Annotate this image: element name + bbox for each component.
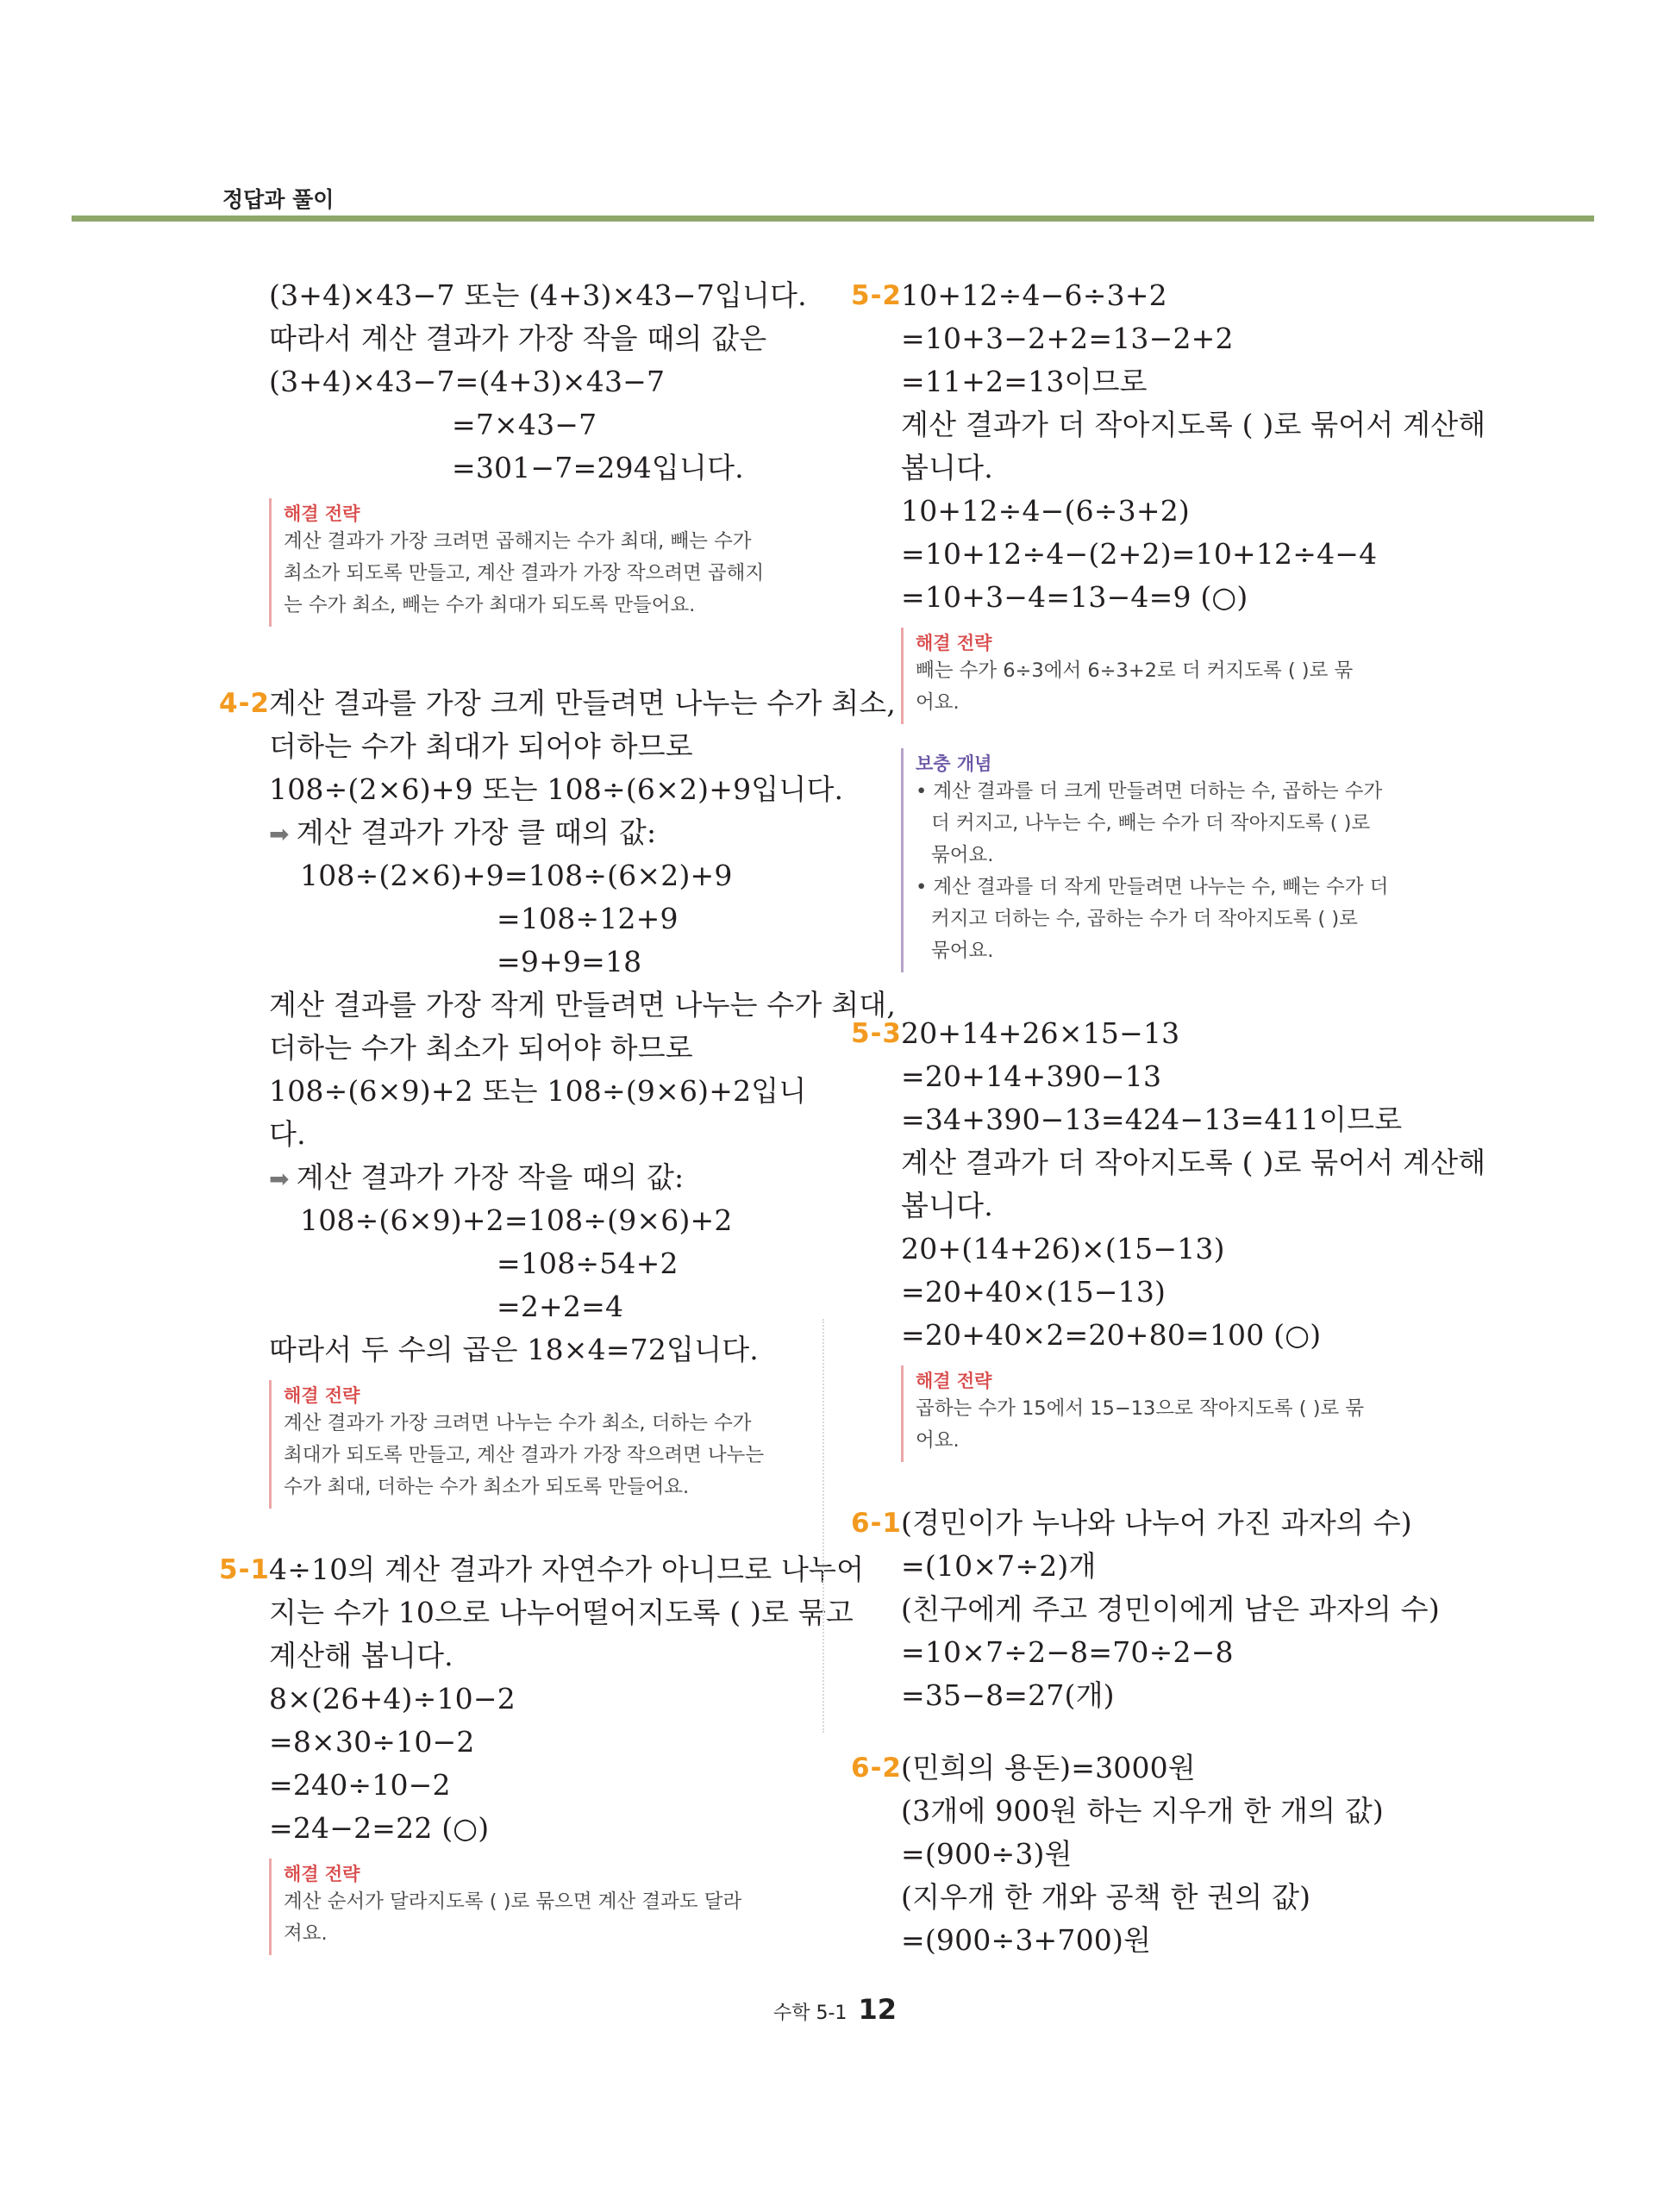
calc-line: 108÷(6×9)+2=108÷(9×6)+2 (300, 1203, 733, 1237)
calc-line: =240÷10−2 (269, 1768, 451, 1802)
problem-4-2-line (219, 682, 897, 725)
solution-text: 10+12÷4−6÷3+2 (901, 278, 1167, 312)
calc-line: =20+14+390−13 (901, 1059, 1162, 1093)
hint-box (269, 1859, 795, 1955)
footer-subject: 수학 5-1 (772, 2003, 848, 2024)
concept-title: 보충 개념 (916, 753, 992, 774)
solution-text: (경민이가 누나와 나누어 가진 과자의 수) (901, 1506, 1412, 1540)
solution-line: 더하는 수가 최대가 되어야 하므로 (269, 729, 693, 763)
calc-line: =2+2=4 (497, 1290, 624, 1323)
calc-line: =10+3−4=13−4=9 (○) (901, 580, 1248, 614)
problem-number: 5-2 (851, 280, 903, 311)
solution-line: 봅니다. (901, 451, 993, 484)
problem-number: 6-1 (851, 1508, 903, 1539)
calc-line: =108÷54+2 (497, 1247, 679, 1280)
solution-line: 지는 수가 10으로 나누어떨어지도록 ( )로 묶고 (269, 1596, 854, 1629)
calc-line: =20+40×(15−13) (901, 1275, 1166, 1309)
concept-text: 묶어요. (931, 940, 994, 962)
solution-line: (3+4)×43−7 또는 (4+3)×43−7입니다. (269, 278, 807, 312)
solution-line: 계산 결과가 더 작아지도록 ( )로 묶어서 계산해 (901, 1146, 1486, 1179)
calc-line: =24−2=22 (○) (269, 1811, 490, 1845)
hint-text: 곱하는 수가 15에서 15−13으로 작아지도록 ( )로 묶 (916, 1397, 1365, 1420)
solution-line: 계산해 봅니다. (269, 1639, 453, 1672)
hint-text: 계산 결과가 가장 크려면 나누는 수가 최소, 더하는 수가 (284, 1412, 752, 1434)
hint-title: 해결 전략 (916, 1371, 992, 1391)
solution-text: 20+14+26×15−13 (901, 1016, 1180, 1050)
calc-line: =34+390−13=424−13=411이므로 (901, 1103, 1403, 1136)
solution-line: 따라서 계산 결과가 가장 작을 때의 값은 (269, 322, 767, 355)
header-rule (72, 216, 1594, 222)
page-number: 12 (858, 1993, 898, 2026)
solution-line: (3개에 900원 하는 지우개 한 개의 값) (901, 1794, 1385, 1828)
calc-line: =(900÷3+700)원 (901, 1923, 1152, 1957)
solution-line: 다. (269, 1117, 306, 1151)
hint-text: 계산 순서가 달라지도록 ( )로 묶으면 계산 결과도 달라 (284, 1890, 742, 1913)
problem-number: 5-3 (851, 1018, 903, 1049)
arrow-right-icon: ➡ (269, 1165, 290, 1193)
concept-text: • 계산 결과를 더 크게 만들려면 더하는 수, 곱하는 수가 (916, 780, 1383, 803)
solution-line: (친구에게 주고 경민이에게 남은 과자의 수) (901, 1592, 1440, 1626)
problem-number: 4-2 (219, 688, 271, 719)
calc-line: =(10×7÷2)개 (901, 1549, 1097, 1583)
hint-text: 수가 최대, 더하는 수가 최소가 되도록 만들어요. (284, 1476, 690, 1498)
solution-line: 계산 결과를 가장 작게 만들려면 나누는 수가 최대, (269, 988, 897, 1022)
calc-line: 108÷(2×6)+9=108÷(6×2)+9 (300, 859, 733, 892)
hint-text: 최대가 되도록 만들고, 계산 결과가 가장 작으려면 나누는 (284, 1444, 765, 1466)
hint-text: 계산 결과가 가장 크려면 곱해지는 수가 최대, 빼는 수가 (284, 530, 752, 553)
solution-line: (지우개 한 개와 공책 한 권의 값) (901, 1880, 1311, 1914)
concept-text: 묶어요. (931, 844, 994, 866)
hint-text: 어요. (916, 691, 960, 714)
calc-line: =8×30÷10−2 (269, 1725, 475, 1759)
hint-title: 해결 전략 (284, 1864, 360, 1884)
concept-box (901, 748, 1427, 972)
solution-line: (3+4)×43−7=(4+3)×43−7 (269, 365, 666, 398)
hint-box (269, 498, 795, 627)
problem-5-3-line (851, 1012, 1427, 1055)
concept-text: • 계산 결과를 더 작게 만들려면 나누는 수, 빼는 수가 더 (916, 876, 1389, 898)
hint-text: 는 수가 최소, 빼는 수가 최대가 되도록 만들어요. (284, 594, 696, 616)
solution-text: 계산 결과를 가장 크게 만들려면 나누는 수가 최소, (269, 686, 897, 720)
problem-5-1-line (219, 1548, 865, 1591)
solution-line: 따라서 두 수의 곱은 18×4=72입니다. (269, 1333, 759, 1366)
calc-line: =35−8=27(개) (901, 1678, 1115, 1712)
calc-line: =10+12÷4−(2+2)=10+12÷4−4 (901, 537, 1378, 571)
page-header-title: 정답과 풀이 (222, 187, 335, 212)
solution-text: (민희의 용돈)=3000원 (901, 1751, 1196, 1784)
calc-line: =20+40×2=20+80=100 (○) (901, 1318, 1322, 1352)
calc-line: =11+2=13이므로 (901, 365, 1148, 398)
problem-number: 5-1 (219, 1554, 271, 1585)
concept-text: 커지고 더하는 수, 곱하는 수가 더 작아지도록 ( )로 (931, 908, 1358, 930)
solution-line: 봅니다. (901, 1189, 993, 1222)
solution-line: 계산 결과가 더 작아지도록 ( )로 묶어서 계산해 (901, 408, 1486, 441)
calc-line: 20+(14+26)×(15−13) (901, 1232, 1225, 1265)
solution-text: 4÷10의 계산 결과가 자연수가 아니므로 나누어 (269, 1553, 865, 1586)
problem-6-2-line (851, 1746, 1427, 1790)
problem-5-2-line (851, 274, 1427, 317)
calc-line: =10×7÷2−8=70÷2−8 (901, 1635, 1234, 1669)
column-divider (822, 1319, 824, 1733)
solution-line: =301−7=294입니다. (452, 451, 744, 484)
hint-title: 해결 전략 (916, 633, 992, 653)
hint-text: 빼는 수가 6÷3에서 6÷3+2로 더 커지도록 ( )로 묶 (916, 659, 1354, 682)
hint-box (901, 1365, 1427, 1462)
calc-line: =(900÷3)원 (901, 1837, 1073, 1871)
hint-box (269, 1380, 795, 1509)
calc-line: =108÷12+9 (497, 902, 679, 935)
problem-6-1-line (851, 1502, 1427, 1545)
solution-text: 계산 결과가 가장 클 때의 값: (296, 815, 657, 849)
page-footer (0, 1993, 1670, 2026)
calc-line: =9+9=18 (497, 945, 642, 978)
calc-line: 10+12÷4−(6÷3+2) (901, 494, 1190, 528)
hint-text: 어요. (916, 1429, 960, 1452)
right-column (851, 274, 1486, 1962)
hint-box (901, 628, 1427, 724)
hint-title: 해결 전략 (284, 503, 360, 524)
solution-line: =7×43−7 (452, 408, 597, 441)
calc-line: =10+3−2+2=13−2+2 (901, 322, 1234, 355)
arrow-right-icon: ➡ (269, 820, 290, 848)
solution-line: 108÷(2×6)+9 또는 108÷(6×2)+9입니다. (269, 772, 844, 806)
concept-text: 더 커지고, 나누는 수, 빼는 수가 더 작아지도록 ( )로 (931, 812, 1371, 834)
hint-text: 져요. (284, 1922, 328, 1945)
hint-text: 최소가 되도록 만들고, 계산 결과가 가장 작으려면 곱해지 (284, 562, 765, 584)
calc-line: 8×(26+4)÷10−2 (269, 1682, 516, 1715)
solution-text: 계산 결과가 가장 작을 때의 값: (296, 1160, 685, 1194)
solution-line: 108÷(6×9)+2 또는 108÷(9×6)+2입니 (269, 1074, 807, 1108)
solution-line: 더하는 수가 최소가 되어야 하므로 (269, 1031, 693, 1065)
problem-number: 6-2 (851, 1753, 903, 1784)
hint-title: 해결 전략 (284, 1385, 360, 1406)
